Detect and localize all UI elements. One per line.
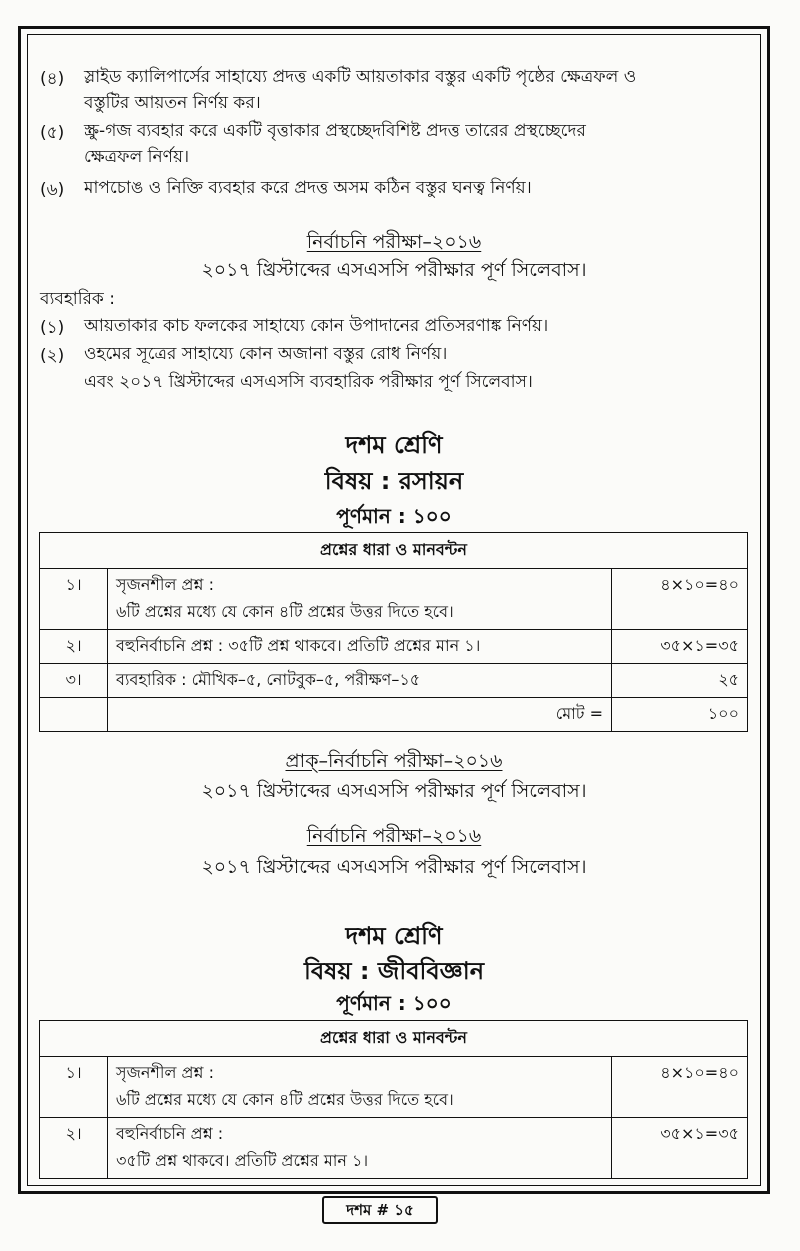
item-text: স্ক্রু-গজ ব্যবহার করে একটি বৃত্তাকার প্রস্থচ্ছেদবিশিষ্ট প্রদত্ত তারের প্রস্থচ্ছেদের (84, 121, 586, 141)
row-number: ১। (40, 1057, 108, 1118)
exam-syllabus: ২০১৭ খ্রিস্টাব্দের এসএসসি পরীক্ষার পূর্ণ সিলেবাস। (201, 856, 587, 878)
total-value: ১০০ (612, 698, 748, 732)
item-text: মাপচোঙ ও নিক্তি ব্যবহার করে প্রদত্ত অসম কঠিন বস্তুর ঘনত্ব নির্ণয়। (84, 178, 532, 198)
exam-heading: প্রাক্–নির্বাচনি পরীক্ষা–২০১৬ (285, 750, 503, 772)
practical-item: ওহমের সূত্রের সাহায্যে কোন অজানা বস্তুর রোধ নির্ণয়। (84, 344, 448, 364)
row-marks: ৩৫×১=৩৫ (612, 1118, 748, 1179)
exam-syllabus: ২০১৭ খ্রিস্টাব্দের এসএসসি পরীক্ষার পূর্ণ সিলেবাস। (201, 780, 587, 802)
total-label: মোট = (108, 698, 612, 732)
table-header: প্রশ্নের ধারা ও মানবন্টন (40, 533, 748, 569)
table-row (40, 630, 748, 664)
row-description: ৬টি প্রশ্নের মধ্যে যে কোন ৪টি প্রশ্নের উত্তর দিতে হবে। (116, 602, 454, 621)
practical-label: ব্যবহারিক : (40, 289, 115, 309)
row-title: সৃজনশীল প্রশ্ন : (116, 1063, 214, 1082)
full-marks: পূর্ণমান : ১০০ (336, 991, 452, 1015)
full-marks: পূর্ণমান : ১০০ (336, 504, 452, 528)
table-row (40, 569, 748, 630)
practical-extra: এবং ২০১৭ খ্রিস্টাব্দের এসএসসি ব্যবহারিক পরীক্ষার পূর্ণ সিলেবাস। (84, 372, 533, 392)
item-number: (৫) (40, 123, 65, 143)
row-number: ৩। (40, 664, 108, 698)
row-description: ৩৫টি প্রশ্ন থাকবে। প্রতিটি প্রশ্নের মান ১। (116, 1151, 369, 1170)
row-title: ব্যবহারিক : মৌখিক–৫, নোটবুক–৫, পরীক্ষণ–১৫ (108, 664, 612, 698)
marks-distribution-table (39, 1020, 748, 1179)
table-row (40, 1118, 748, 1179)
item-number: (৪) (40, 69, 65, 89)
exam-syllabus: ২০১৭ খ্রিস্টাব্দের এসএসসি পরীক্ষার পূর্ণ সিলেবাস। (201, 259, 587, 281)
item-text: ক্ষেত্রফল নির্ণয়। (84, 147, 190, 167)
row-description: ৬টি প্রশ্নের মধ্যে যে কোন ৪টি প্রশ্নের উত্তর দিতে হবে। (116, 1090, 454, 1109)
item-number: (২) (40, 346, 65, 366)
item-text: বস্তুটির আয়তন নির্ণয় কর। (84, 93, 261, 113)
subject-title: বিষয় : রসায়ন (324, 467, 464, 495)
table-row (40, 1057, 748, 1118)
item-number: (১) (40, 318, 65, 338)
row-marks: ৪×১০=৪০ (612, 1057, 748, 1118)
table-total-row (40, 698, 748, 732)
exam-heading: নির্বাচনি পরীক্ষা–২০১৬ (306, 231, 482, 253)
item-number: (৬) (40, 180, 65, 200)
row-title: সৃজনশীল প্রশ্ন : (116, 575, 214, 594)
row-title: বহুনির্বাচনি প্রশ্ন : (116, 1124, 224, 1143)
row-number: ২। (40, 1118, 108, 1179)
class-title: দশম শ্রেণি (345, 922, 443, 950)
row-number: ২। (40, 630, 108, 664)
table-row (40, 664, 748, 698)
marks-distribution-table (39, 532, 748, 732)
table-header: প্রশ্নের ধারা ও মানবন্টন (40, 1021, 748, 1057)
practical-item: আয়তাকার কাচ ফলকের সাহায্যে কোন উপাদানের প্রতিসরণাঙ্ক নির্ণয়। (84, 316, 549, 336)
exam-heading: নির্বাচনি পরীক্ষা–২০১৬ (306, 825, 482, 847)
row-title: বহুনির্বাচনি প্রশ্ন : ৩৫টি প্রশ্ন থাকবে। প্রতিটি প্রশ্নের মান ১। (108, 630, 612, 664)
item-text: স্লাইড ক্যালিপার্সের সাহায্যে প্রদত্ত একটি আয়তাকার বস্তুর একটি পৃষ্ঠের ক্ষেত্রফল ও (84, 67, 637, 87)
row-marks: ৩৫×১=৩৫ (612, 630, 748, 664)
class-title: দশম শ্রেণি (345, 431, 443, 459)
row-number: ১। (40, 569, 108, 630)
row-marks: ২৫ (612, 664, 748, 698)
page-number-footer: দশম # ১৫ (322, 1196, 438, 1224)
subject-title: বিষয় : জীববিজ্ঞান (303, 957, 485, 985)
row-marks: ৪×১০=৪০ (612, 569, 748, 630)
